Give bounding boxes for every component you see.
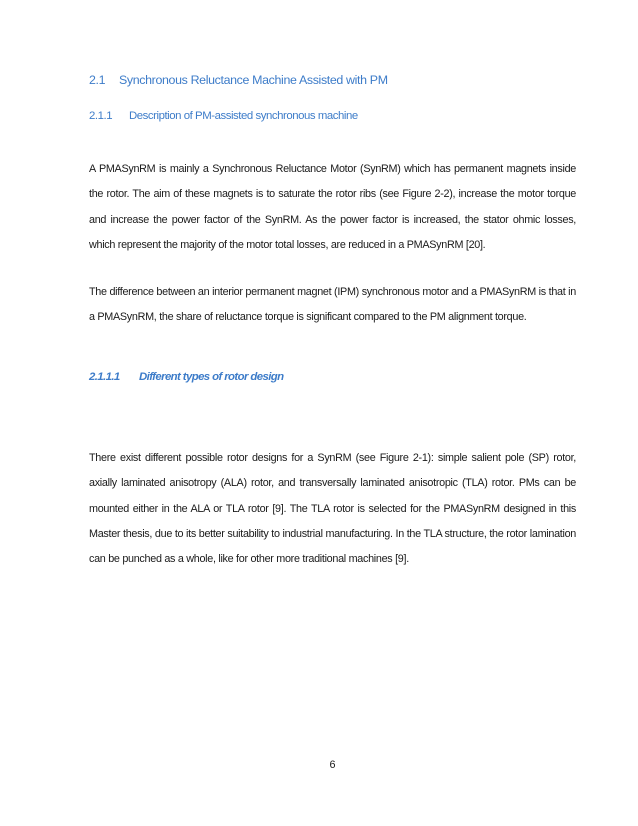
- section-title: Synchronous Reluctance Machine Assisted with PM: [119, 73, 388, 87]
- section-heading: [89, 73, 388, 87]
- subsection-number: 2.1.1: [89, 110, 113, 122]
- page-number: 6: [329, 759, 336, 771]
- paragraph-rotor-designs: There exist different possible rotor designs for a SynRM (see Figure 2-1): simple salient pole (SP) rotor, axially laminated anisotropy (ALA) rotor, and transversally laminated anisotropic (TLA) rotor. PMs can be mounted either in the ALA or TLA rotor [9]. The TLA rotor is selected for the PMASynRM designed in this Master thesis, due to its better suitability to industrial manufacturing. In the TLA structure, the rotor lamination can be punched as a whole, like for other more traditional machines [9].: [89, 452, 576, 566]
- paragraph-pmasynrm-intro: A PMASynRM is mainly a Synchronous Reluctance Motor (SynRM) which has permanent magnets inside the rotor. The aim of these magnets is to saturate the rotor ribs (see Figure 2-2), increase the motor torque and increase the power factor of the SynRM. As the power factor is increased, the stator ohmic losses, which represent the majority of the motor total losses, are reduced in a PMASynRM [20].: [89, 163, 576, 251]
- section-number: 2.1: [89, 73, 106, 87]
- paragraph-ipm-difference: The difference between an interior permanent magnet (IPM) synchronous motor and a PMASynRM is that in a PMASynRM, the share of reluctance torque is significant compared to the PM alignment torque.: [89, 286, 576, 324]
- subsubsection-heading: [89, 371, 283, 383]
- subsubsection-title: Different types of rotor design: [139, 371, 284, 383]
- subsection-title: Description of PM-assisted synchronous machine: [129, 110, 358, 122]
- subsubsection-number: 2.1.1.1: [89, 371, 120, 383]
- subsection-heading: [89, 110, 358, 122]
- document-page: [89, 0, 576, 826]
